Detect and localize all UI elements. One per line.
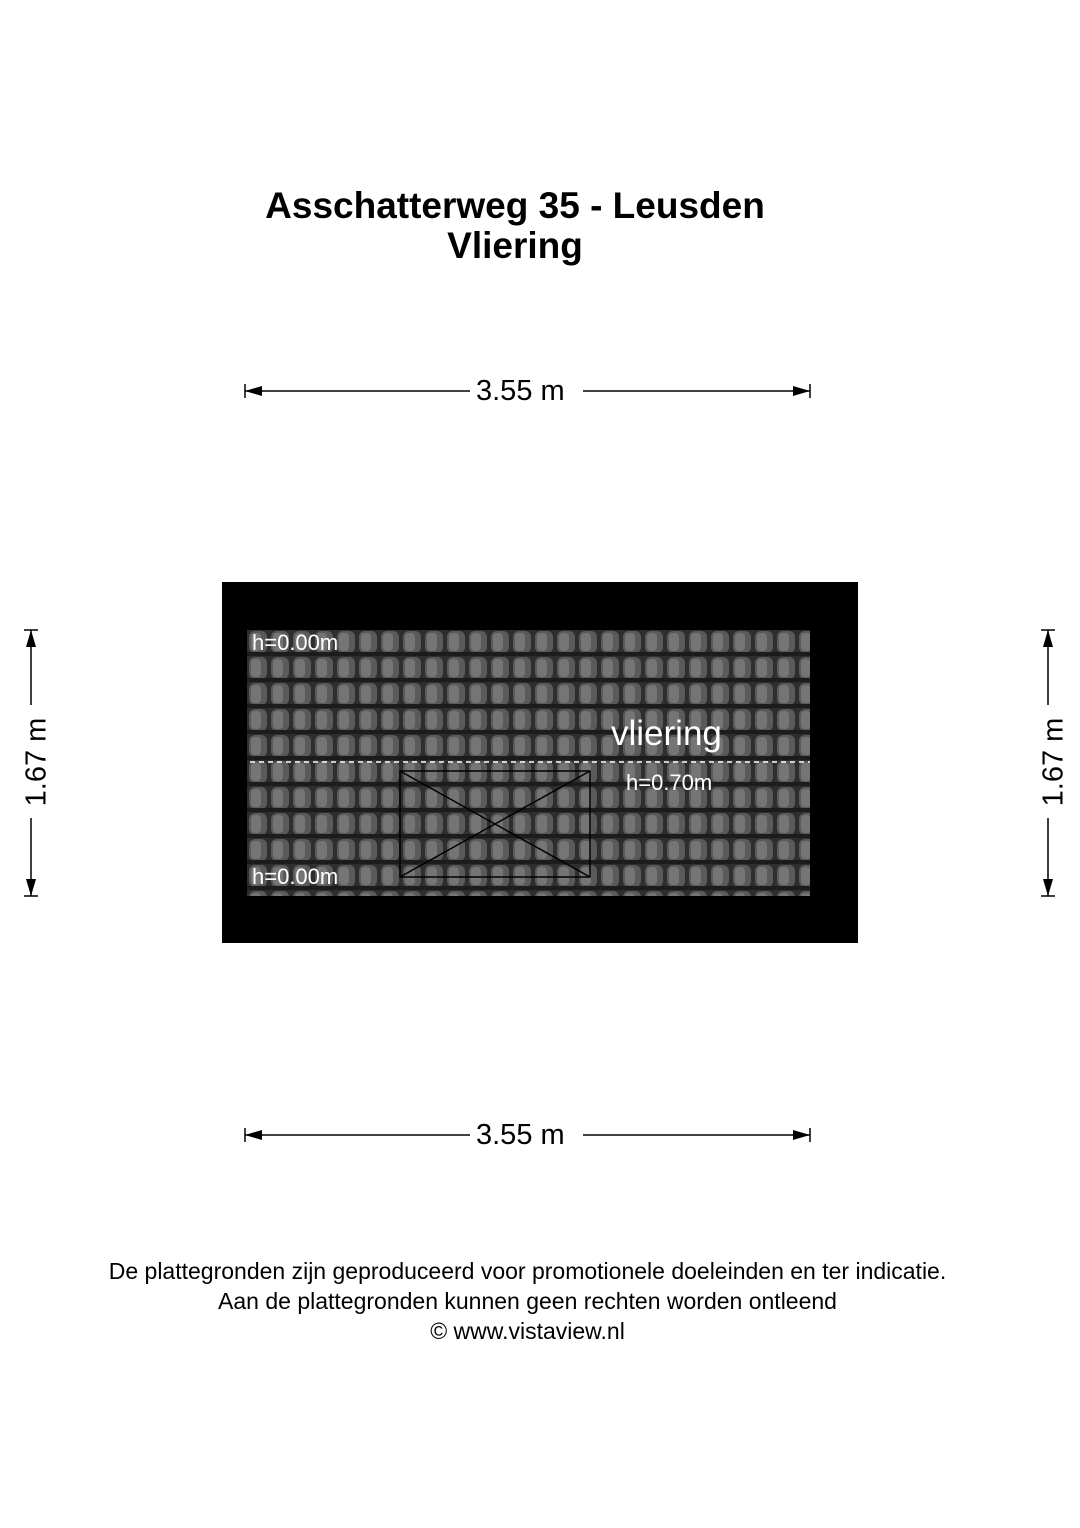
- right-height-label: 1.67 m: [1037, 717, 1070, 807]
- height-label-top: h=0.00m: [252, 630, 339, 655]
- height-label-bottom: h=0.00m: [252, 864, 339, 889]
- plan-subtitle: Vliering: [447, 225, 583, 266]
- plan-title: Asschatterweg 35 - Leusden: [265, 185, 765, 226]
- roof-tiles: [247, 630, 810, 896]
- height-label-middle: h=0.70m: [626, 770, 713, 795]
- copyright-line: © www.vistaview.nl: [430, 1318, 625, 1344]
- left-height-label: 1.67 m: [20, 717, 53, 807]
- disclaimer-line-1: De plattegronden zijn geproduceerd voor promotionele doeleinden en ter indicatie.: [108, 1258, 947, 1284]
- disclaimer-footer: [0, 1256, 1055, 1346]
- disclaimer-line-2: Aan de plattegronden kunnen geen rechten worden ontleend: [218, 1288, 837, 1314]
- room-name-label: vliering: [611, 714, 722, 753]
- top-width-label: 3.55 m: [476, 375, 565, 407]
- bottom-width-label: 3.55 m: [476, 1119, 565, 1151]
